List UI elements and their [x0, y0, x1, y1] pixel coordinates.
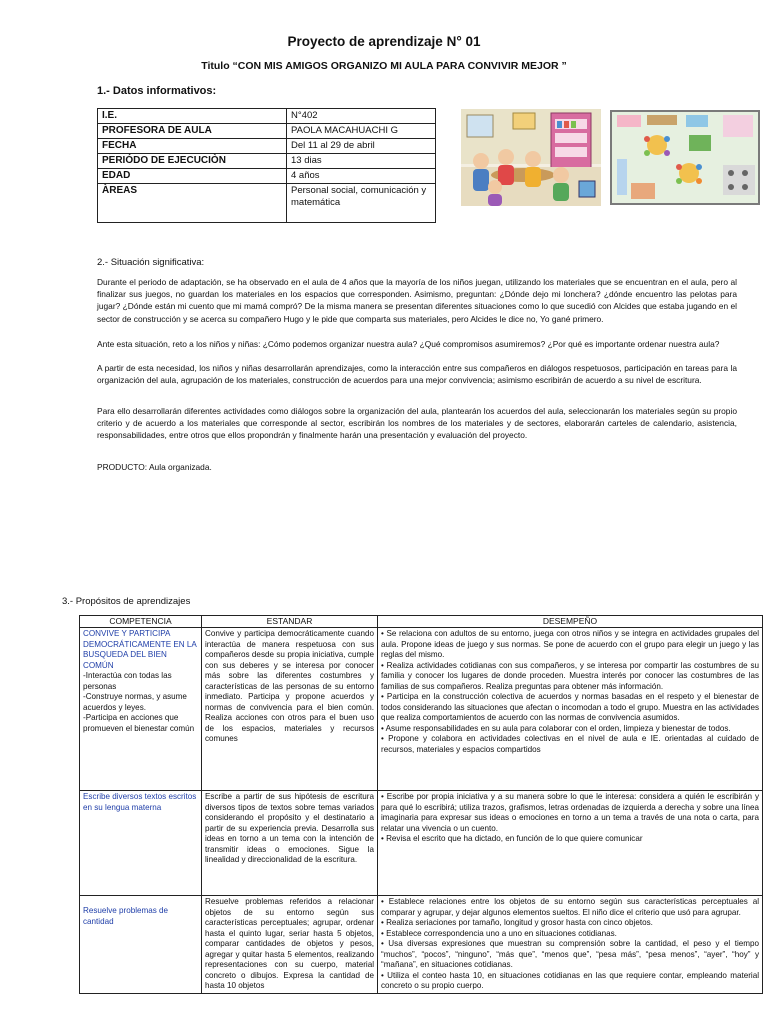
section1-heading: 1.- Datos informativos:	[97, 85, 217, 97]
situation-paragraph: Para ello desarrollarán diferentes actividades como diálogos sobre la organización del aula, plantearán los acuerdos del aula, seleccionarán los materiales según su propio criterio y de acuerdo a los materiales que corresponde al sector, escribirán los nombres de los materiales y de sectores, elaborarán carteles de calendario, asistencia, responsabilidades, entre otros que ellos propondrán y finalmente harán una presentación y evaluación del proyecto.	[97, 406, 737, 441]
info-value: Del 11 al 29 de abril	[287, 139, 436, 154]
desempeno-cell: • Escribe por propia iniciativa y a su manera sobre lo que le interesa: considera a quién le escribirán y para qué lo escribirá; utiliza trazos, grafismos, letras ordenadas de izquierda a derecha y sobre una línea imaginaria para expresar sus ideas o emociones en torno a un tema a través de una nota o carta, para relatar una vivencia o un cuento. • Revisa el escrito que ha dictado, en función de lo que quiere comunicar	[378, 791, 763, 896]
info-row	[98, 109, 436, 124]
competencia-cell: Escribe diversos textos escritos en su lengua materna	[80, 791, 202, 896]
situation-paragraph: Durante el periodo de adaptación, se ha observado en el aula de 4 años que la mayoría de los niños juegan, utilizando los materiales que se encuentran en el aula, pero al finalizar sus juegos, no guardan los materiales en los espacios que corresponden. Asimismo, preguntan: ¿Dónde dejo mi lonchera? ¿dónde encuentro las pelotas para jugar? ¿Dónde están mi cuento que mi mamá compró? De la misma manera se presentan diferentes situaciones como lo que sucedió con Alcides que estaba jugando en el sector de construcción y se acerca su compañero Hugo y le pide que comparta sus materiales, pero Alcides le dice no, Yo gané primero.	[97, 277, 737, 324]
column-header: COMPETENCIA	[80, 616, 202, 628]
info-table	[97, 108, 436, 223]
table-header-row	[80, 616, 763, 628]
page-title: Proyecto de aprendizaje N° 01	[287, 34, 481, 49]
info-value: 13 dias	[287, 154, 436, 169]
info-row	[98, 139, 436, 154]
table-row	[80, 628, 763, 791]
capacidades-list: -Interactúa con todas las personas -Construye normas, y asume acuerdos y leyes. -Participa en acciones que promueven el bienestar común	[83, 671, 195, 733]
desempeno-cell: • Se relaciona con adultos de su entorno, juega con otros niños y se integra en actividades grupales del aula. Propone ideas de juego y sus normas. Se pone de acuerdo con el grupo para elegir un juego y las reglas del mismo. • Realiza actividades cotidianas con sus compañeros, y se interesa por compartir las costumbres de su familia y conocer los lugares de donde proceden. Muestra interés por conocer las costumbres de las familias de sus compañeros. Realiza preguntas para obtener más información. • Participa en la construcción colectiva de acuerdos y normas basadas en el respeto y el bienestar de todos considerando las situaciones que afectan o incomodan a todo el grupo. Muestra en las actividades que realiza comportamientos de acuerdo con las normas de convivencia asumidos. • Asume responsabilidades en su aula para colaborar con el orden, limpieza y bienestar de todos. • Propone y colabora en actividades colectivas en el nivel de aula e IE. orientadas al cuidado de recursos, materiales y espacios compartidos	[378, 628, 763, 791]
estandar-cell: Resuelve problemas referidos a relacionar objetos de su entorno según sus características perceptuales; agrupar, ordenar hasta el quinto lugar, seriar hasta 5 objetos, comparar cantidades de objetos y pesos, agregar y quitar hasta 5 elementos, realizando representaciones con su cuerpo, material concreto o dibujos. Expresa la cantidad de hasta 10 objetos	[202, 896, 378, 994]
column-header: DESEMPEÑO	[378, 616, 763, 628]
product-line: PRODUCTO: Aula organizada.	[97, 462, 212, 472]
info-value: N°402	[287, 109, 436, 124]
desempeno-cell: • Establece relaciones entre los objetos de su entorno según sus características perceptuales al comparar y agrupar, y dejar algunos elementos sueltos. El niño dice el criterio que usó para agrupar. • Realiza seriaciones por tamaño, longitud y grosor hasta con cinco objetos. • Establece correspondencia uno a uno en situaciones cotidianas. • Usa diversas expresiones que muestran su comprensión sobre la cantidad, el peso y el tiempo “muchos”, “pocos”, “ninguno”, “más que”, “menos que”, “pesa más”, “pesa menos”, “ayer”, “hoy” y “mañana”, en situaciones cotidianas. • Utiliza el conteo hasta 10, en situaciones cotidianas en las que requiere contar, empleando material concreto o su propio cuerpo.	[378, 896, 763, 994]
competencia-cell: Resuelve problemas de cantidad	[80, 896, 202, 994]
situation-paragraph: Ante esta situación, reto a los niños y niñas: ¿Cómo podemos organizar nuestra aula? ¿Qué compromisos asumiremos? ¿Por qué es importante ordenar nuestra aula?	[97, 339, 720, 349]
info-key: PERIÓDO DE EJECUCIÒN	[98, 154, 287, 169]
info-row	[98, 169, 436, 184]
info-row	[98, 154, 436, 169]
purposes-table	[79, 615, 763, 994]
info-key: I.E.	[98, 109, 287, 124]
column-header: ESTANDAR	[202, 616, 378, 628]
estandar-cell: Convive y participa democráticamente cuando interactúa de manera respetuosa con sus compañeros desde su propia iniciativa, cumple con sus deberes y se interesa por conocer más sobre las diferentes costumbres y características de las personas de su entorno inmediato. Participa y propone acuerdos y normas de convivencia para el bien común. Realiza acciones con otros para el buen uso de los espacios, materiales y recursos comunes	[202, 628, 378, 791]
info-key: FECHA	[98, 139, 287, 154]
info-row	[98, 124, 436, 139]
info-value: Personal social, comunicación y matemática	[287, 184, 436, 223]
table-row	[80, 791, 763, 896]
section3-heading: 3.- Propósitos de aprendizajes	[62, 596, 191, 607]
section2-heading: 2.- Situación significativa:	[97, 257, 205, 268]
info-value: PAOLA MACAHUACHI G	[287, 124, 436, 139]
competencia-name: CONVIVE Y PARTICIPA DEMOCRÁTICAMENTE EN LA BUSQUEDA DEL BIEN COMÚN	[83, 629, 197, 670]
classroom-illustrations	[461, 109, 761, 206]
table-row	[80, 896, 763, 994]
situation-paragraph: A partir de esta necesidad, los niños y niñas desarrollarán aprendizajes, como la interacción entre sus compañeros en diálogos respetuosos, participación en tareas para la organización del aula, agrupación de los materiales, construcción de acuerdos para una mejor convivencia; asimismo escribirán de acuerdo a su nivel de escritura.	[97, 363, 737, 386]
info-key: PROFESORA DE AULA	[98, 124, 287, 139]
info-value: 4 años	[287, 169, 436, 184]
info-row	[98, 184, 436, 223]
project-subtitle: Titulo “CON MIS AMIGOS ORGANIZO MI AULA PARA CONVIVIR MEJOR ”	[201, 60, 567, 72]
children-playing-classroom-illustration	[461, 109, 601, 206]
competencia-cell	[80, 628, 202, 791]
estandar-cell: Escribe a partir de sus hipótesis de escritura diversos tipos de textos sobre temas variados considerando el propósito y el destinatario a partir de su experiencia previa. Desarrolla sus ideas en torno a un tema con la intención de transmitir ideas o emociones. Sigue la linealidad y direccionalidad de la escritura.	[202, 791, 378, 896]
info-key: ÀREAS	[98, 184, 287, 223]
info-key: EDAD	[98, 169, 287, 184]
classroom-floor-plan-illustration	[611, 111, 759, 204]
